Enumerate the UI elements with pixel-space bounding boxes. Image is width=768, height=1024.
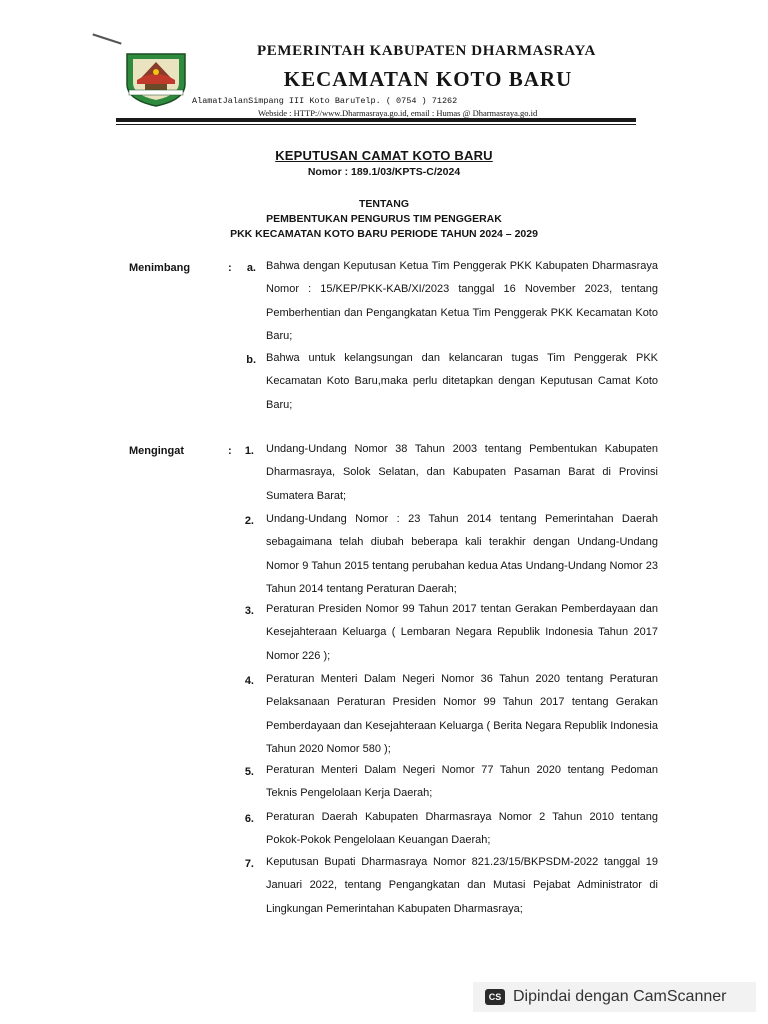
mengingat-marker-1: 1.	[244, 445, 254, 457]
mengingat-marker-4: 4.	[244, 675, 254, 687]
mengingat-colon: :	[228, 445, 232, 457]
decree-subject-line1: PEMBENTUKAN PENGURUS TIM PENGGERAK	[266, 213, 502, 225]
mengingat-marker-3: 3.	[244, 605, 254, 617]
decree-about: TENTANG	[359, 198, 409, 210]
decree-number: Nomor : 189.1/03/KPTS-C/2024	[307, 166, 461, 178]
mengingat-marker-7: 7.	[244, 858, 254, 870]
menimbang-marker-b: b.	[246, 354, 256, 366]
letterhead-office: KECAMATAN KOTO BARU	[283, 67, 573, 91]
mengingat-item-1: Undang-Undang Nomor 38 Tahun 2003 tentang Pembentukan Kabupaten Dharmasraya, Solok Selatan, dan Kabupaten Pasaman Barat di Provinsi Sumatera Barat;	[266, 443, 658, 502]
mengingat-item-7: Keputusan Bupati Dharmasraya Nomor 821.23/15/BKPSDM-2022 tanggal 19 Januari 2022, tentang Pengangkatan dan Mutasi Pejabat Administrator di Lingkungan Pemerintahan Kabupaten Dharmasraya;	[266, 856, 658, 915]
menimbang-label: Menimbang	[129, 262, 191, 274]
mengingat-item-5: Peraturan Menteri Dalam Negeri Nomor 77 Tahun 2020 tentang Pedoman Teknis Pengelolaan Kerja Daerah;	[266, 764, 658, 800]
mengingat-item-2: Undang-Undang Nomor : 23 Tahun 2014 tentang Pemerintahan Daerah sebagaimana telah diubah beberapa kali terakhir dengan Undang-Undang Nomor 9 Tahun 2015 tentang perubahan kedua Atas Undang-Undang Nomor 23 Tahun 2014 tentang Peraturan Daerah;	[266, 513, 658, 595]
mengingat-marker-2: 2.	[244, 515, 254, 527]
decree-title: KEPUTUSAN CAMAT KOTO BARU	[275, 148, 493, 163]
mengingat-item-6: Peraturan Daerah Kabupaten Dharmasraya Nomor 2 Tahun 2010 tentang Pokok-Pokok Pengelolaan Keuangan Daerah;	[266, 811, 658, 847]
mengingat-item-3: Peraturan Presiden Nomor 99 Tahun 2017 tentan Gerakan Pemberdayaan dan Kesejahteraan Keluarga ( Lembaran Negara Republik Indonesia Tahun 2017 Nomor 226 );	[266, 603, 658, 662]
letterhead-address: AlamatJalanSimpang III Koto BaruTelp. ( 0754 ) 71262	[192, 96, 458, 106]
letterhead-thin-rule	[116, 124, 636, 125]
letterhead-government: PEMERINTAH KABUPATEN DHARMASRAYA	[257, 43, 596, 59]
letterhead-thick-rule	[116, 118, 636, 122]
mengingat-item-4: Peraturan Menteri Dalam Negeri Nomor 36 Tahun 2020 tentang Peraturan Pelaksanaan Peraturan Presiden Nomor 99 Tahun 2017 tentang Gerakan Pemberdayaan dan Kesejahteraan Keluarga ( Berita Negara Republik Indonesia Tahun 2020 Nomor 580 );	[266, 673, 658, 755]
camscanner-icon: CS	[485, 989, 505, 1005]
menimbang-marker-a: a.	[246, 262, 256, 274]
camscanner-text: Dipindai dengan CamScanner	[513, 988, 727, 1005]
mengingat-label: Mengingat	[129, 445, 184, 457]
camscanner-watermark	[473, 982, 756, 1012]
decree-subject-line2: PKK KECAMATAN KOTO BARU PERIODE TAHUN 2024 – 2029	[230, 228, 538, 240]
mengingat-marker-5: 5.	[244, 766, 254, 778]
menimbang-colon: :	[228, 262, 232, 274]
mengingat-marker-6: 6.	[244, 813, 254, 825]
letterhead-website-email: Webside : HTTP://www.Dharmasraya.go.id, email : Humas @ Dharmasraya.go.id	[258, 108, 538, 118]
menimbang-item-b: Bahwa untuk kelangsungan dan kelancaran tugas Tim Penggerak PKK Kecamatan Koto Baru,maka perlu ditetapkan dengan Keputusan Camat Koto Baru;	[266, 352, 658, 411]
menimbang-item-a: Bahwa dengan Keputusan Ketua Tim Penggerak PKK Kabupaten Dharmasraya Nomor : 15/KEP/PKK-KAB/XI/2023 tanggal 16 November 2023, tentang Pemberhentian dan Pengangkatan Ketua Tim Penggerak PKK Kecamatan Koto Baru;	[266, 260, 658, 342]
